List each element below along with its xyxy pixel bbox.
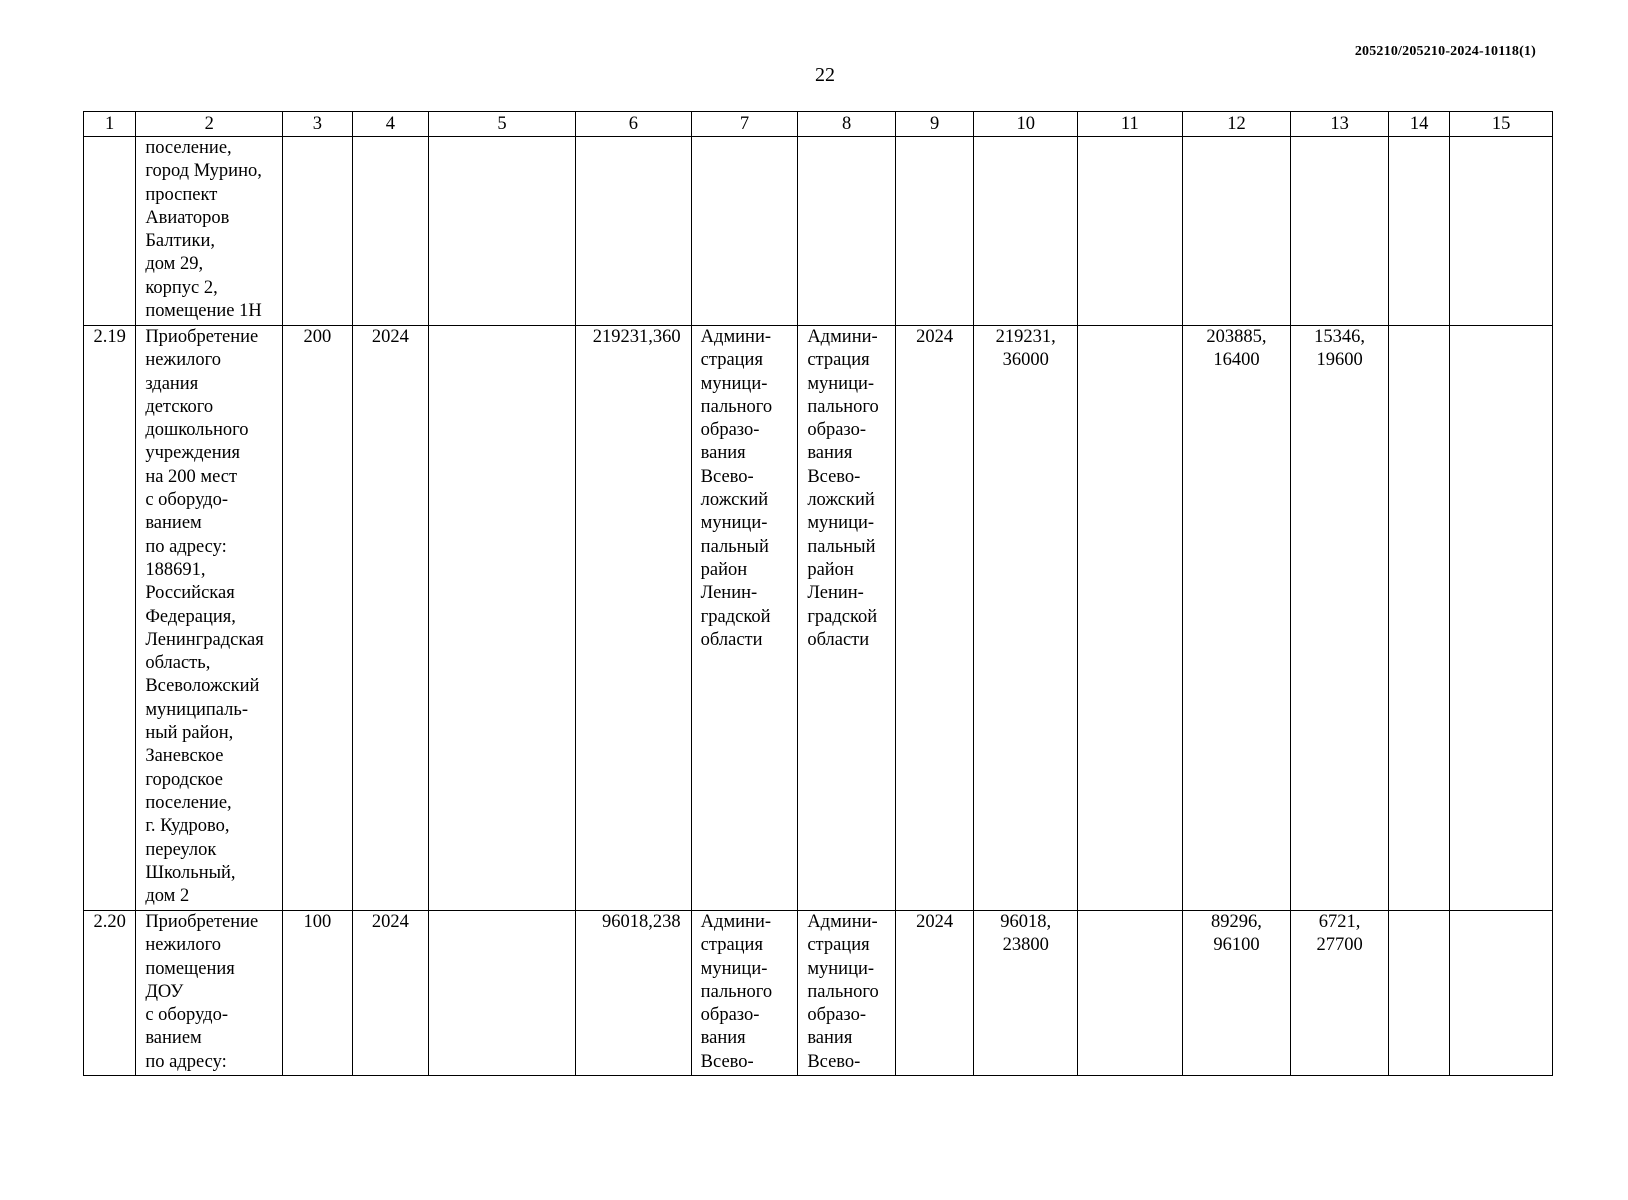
table-cell: [974, 137, 1078, 326]
capacity-cell: 200: [283, 326, 352, 911]
amount-cell: 219231, 36000: [974, 326, 1078, 911]
table-cell: [1388, 137, 1449, 326]
developer-cell: Админи- страция муници- пального образо- вания Всево- ложский муници- пальный район Ленин- градской области: [798, 326, 896, 911]
table-cell: [1078, 137, 1183, 326]
column-header: 12: [1182, 112, 1291, 137]
table-cell: [895, 137, 973, 326]
column-header: 6: [575, 112, 691, 137]
table-cell: [1450, 326, 1553, 911]
year-cell: 2024: [352, 911, 428, 1076]
customer-cell: Админи- страция муници- пального образо- вания Всево-: [691, 911, 798, 1076]
table-row: [84, 137, 1553, 326]
column-header: 5: [429, 112, 576, 137]
column-header: 7: [691, 112, 798, 137]
amount-cell: 6721, 27700: [1291, 911, 1389, 1076]
column-header: 4: [352, 112, 428, 137]
capacity-cell: 100: [283, 911, 352, 1076]
table-cell: [429, 137, 576, 326]
column-header: 2: [136, 112, 283, 137]
document-id: 205210/205210-2024-10118(1): [1354, 44, 1536, 59]
table-cell: [352, 137, 428, 326]
column-header: 15: [1450, 112, 1553, 137]
table-cell: [575, 137, 691, 326]
page-number: 22: [815, 64, 835, 86]
amount-cell: 203885, 16400: [1182, 326, 1291, 911]
column-header: 9: [895, 112, 973, 137]
year-cell: 2024: [895, 326, 973, 911]
amount-cell: 15346, 19600: [1291, 326, 1389, 911]
table-cell: [283, 137, 352, 326]
table-cell: [1078, 326, 1183, 911]
amount-cell: 89296, 96100: [1182, 911, 1291, 1076]
customer-cell: Админи- страция муници- пального образо- вания Всево- ложский муници- пальный район Ленин- градской области: [691, 326, 798, 911]
table-cell: [1388, 326, 1449, 911]
developer-cell: Админи- страция муници- пального образо- вания Всево-: [798, 911, 896, 1076]
table-row: [84, 326, 1553, 911]
table-cell: [1078, 911, 1183, 1076]
table-cell: [691, 137, 798, 326]
column-header: 3: [283, 112, 352, 137]
column-header: 14: [1388, 112, 1449, 137]
table-cell: [1450, 137, 1553, 326]
column-header: 8: [798, 112, 896, 137]
year-cell: 2024: [895, 911, 973, 1076]
table-cell: [1450, 911, 1553, 1076]
table-cell: [1388, 911, 1449, 1076]
data-table: [83, 111, 1553, 1076]
year-cell: 2024: [352, 326, 428, 911]
column-header: 11: [1078, 112, 1183, 137]
amount-cell: 96018, 23800: [974, 911, 1078, 1076]
row-number-cell: [84, 137, 136, 326]
column-header: 13: [1291, 112, 1389, 137]
table-cell: [1291, 137, 1389, 326]
row-number-cell: 2.19: [84, 326, 136, 911]
description-cell: Приобретение нежилого помещения ДОУ с оборудо- ванием по адресу:: [136, 911, 283, 1076]
description-cell: поселение, город Мурино, проспект Авиаторов Балтики, дом 29, корпус 2, помещение 1Н: [136, 137, 283, 326]
table-cell: [429, 326, 576, 911]
cost-cell: 219231,360: [575, 326, 691, 911]
cost-cell: 96018,238: [575, 911, 691, 1076]
table-row: [84, 911, 1553, 1076]
column-header: 1: [84, 112, 136, 137]
row-number-cell: 2.20: [84, 911, 136, 1076]
table-cell: [429, 911, 576, 1076]
description-cell: Приобретение нежилого здания детского дошкольного учреждения на 200 мест с оборудо- ванием по адресу: 188691, Российская Федерация, Ленинградская область, Всеволожский муниципаль- ный район, Заневское городское поселение, г. Кудрово, переулок Школьный, дом 2: [136, 326, 283, 911]
table-cell: [798, 137, 896, 326]
column-header: 10: [974, 112, 1078, 137]
header-row: [84, 112, 1553, 137]
table-cell: [1182, 137, 1291, 326]
